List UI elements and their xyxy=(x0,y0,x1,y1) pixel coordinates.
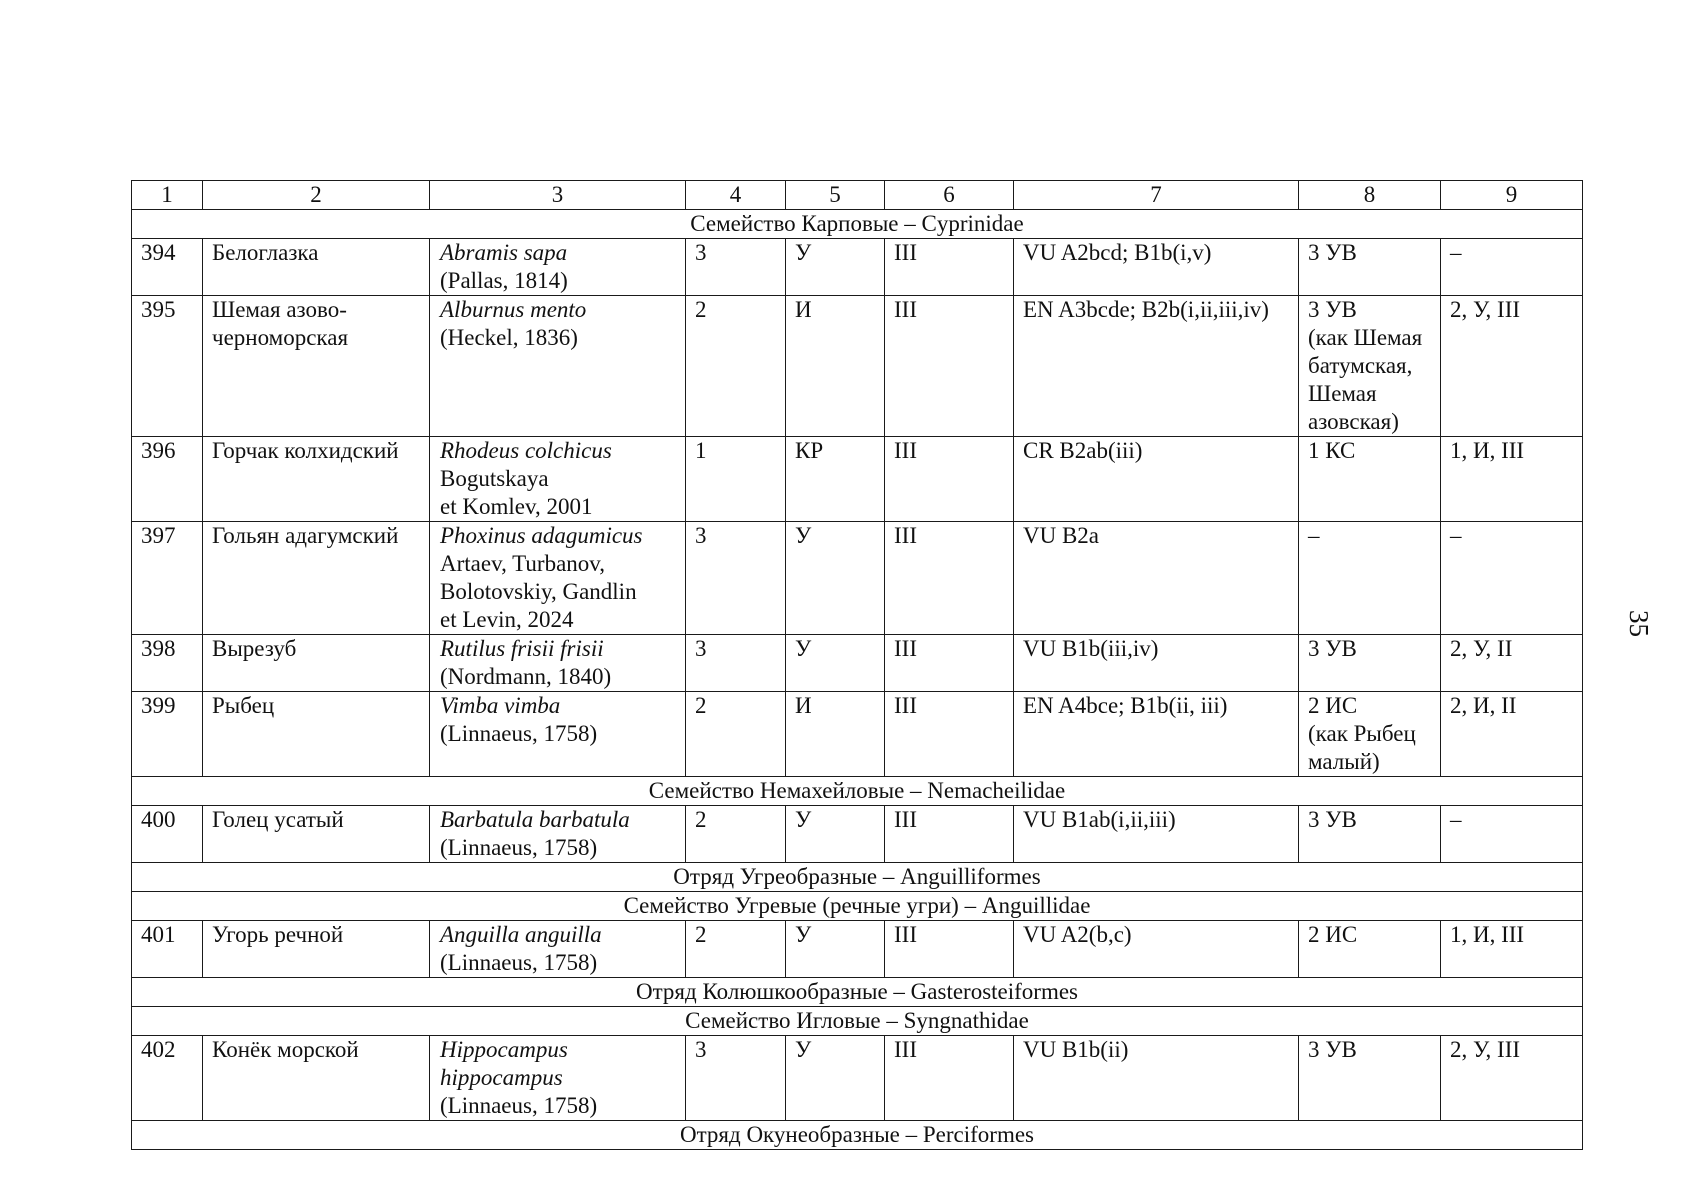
section-title: Семейство Карповые – Cyprinidae xyxy=(132,210,1583,239)
species-number: 401 xyxy=(132,921,203,978)
section-title: Семейство Игловые – Syngnathidae xyxy=(132,1007,1583,1036)
other-status: – xyxy=(1441,522,1583,635)
other-status: 1, И, III xyxy=(1441,921,1583,978)
category-value: 3 xyxy=(686,239,786,296)
scientific-name xyxy=(430,296,686,437)
author-line: Bolotovskiy, Gandlin xyxy=(440,579,637,604)
scientific-name xyxy=(430,239,686,296)
status-value: КР xyxy=(786,437,885,522)
latin-name-line: Barbatula barbatula xyxy=(440,807,630,832)
federal-status-line: (как Шемая xyxy=(1308,325,1423,350)
category-value: 3 xyxy=(686,635,786,692)
common-name-line: черноморская xyxy=(212,325,349,350)
section-header-row xyxy=(132,892,1583,921)
federal-status xyxy=(1299,921,1441,978)
section-header-row xyxy=(132,777,1583,806)
latin-name-line: Abramis sapa xyxy=(440,240,568,265)
author-line: (Nordmann, 1840) xyxy=(440,664,612,689)
federal-status-line: 3 УВ xyxy=(1308,1037,1357,1062)
latin-name-line: Vimba vimba xyxy=(440,693,561,718)
latin-name-line: Hippocampus xyxy=(440,1037,568,1062)
other-status: – xyxy=(1441,239,1583,296)
column-header: 9 xyxy=(1441,181,1583,210)
latin-name-line: hippocampus xyxy=(440,1065,563,1090)
priority-value: III xyxy=(885,239,1014,296)
status-value: У xyxy=(786,1036,885,1121)
author-line: (Linnaeus, 1758) xyxy=(440,950,598,975)
column-header: 8 xyxy=(1299,181,1441,210)
common-name xyxy=(203,239,430,296)
section-header-row xyxy=(132,863,1583,892)
section-header-row xyxy=(132,1007,1583,1036)
common-name-line: Голец усатый xyxy=(212,807,344,832)
species-row xyxy=(132,635,1583,692)
common-name xyxy=(203,806,430,863)
species-number: 396 xyxy=(132,437,203,522)
species-row xyxy=(132,437,1583,522)
category-value: 2 xyxy=(686,692,786,777)
species-number: 398 xyxy=(132,635,203,692)
common-name-line: Конёк морской xyxy=(212,1037,359,1062)
species-number: 397 xyxy=(132,522,203,635)
federal-status xyxy=(1299,635,1441,692)
federal-status-line: 3 УВ xyxy=(1308,636,1357,661)
other-status: 1, И, III xyxy=(1441,437,1583,522)
column-header: 7 xyxy=(1014,181,1299,210)
common-name-line: Угорь речной xyxy=(212,922,344,947)
species-number: 400 xyxy=(132,806,203,863)
priority-value: III xyxy=(885,1036,1014,1121)
species-row xyxy=(132,806,1583,863)
priority-value: III xyxy=(885,522,1014,635)
species-row xyxy=(132,296,1583,437)
section-title: Семейство Угревые (речные угри) – Anguillidae xyxy=(132,892,1583,921)
federal-status-line: – xyxy=(1308,523,1320,548)
species-row xyxy=(132,239,1583,296)
federal-status-line: 2 ИС xyxy=(1308,693,1358,718)
federal-status-line: 3 УВ xyxy=(1308,297,1357,322)
latin-name-line: Rutilus frisii frisii xyxy=(440,636,604,661)
iucn-criteria: VU B1b(ii) xyxy=(1014,1036,1299,1121)
latin-name-line: Rhodeus colchicus xyxy=(440,438,612,463)
scientific-name xyxy=(430,522,686,635)
iucn-criteria: VU B1ab(i,ii,iii) xyxy=(1014,806,1299,863)
common-name-line: Вырезуб xyxy=(212,636,297,661)
common-name xyxy=(203,1036,430,1121)
other-status: 2, У, III xyxy=(1441,296,1583,437)
other-status: – xyxy=(1441,806,1583,863)
author-line: (Linnaeus, 1758) xyxy=(440,835,598,860)
priority-value: III xyxy=(885,296,1014,437)
author-line: (Pallas, 1814) xyxy=(440,268,568,293)
common-name xyxy=(203,921,430,978)
author-line: et Levin, 2024 xyxy=(440,607,574,632)
federal-status-line: батумская, xyxy=(1308,353,1413,378)
priority-value: III xyxy=(885,437,1014,522)
other-status: 2, И, II xyxy=(1441,692,1583,777)
iucn-criteria: VU B1b(iii,iv) xyxy=(1014,635,1299,692)
federal-status xyxy=(1299,239,1441,296)
federal-status-line: 1 КС xyxy=(1308,438,1356,463)
column-header: 1 xyxy=(132,181,203,210)
category-value: 1 xyxy=(686,437,786,522)
priority-value: III xyxy=(885,692,1014,777)
priority-value: III xyxy=(885,635,1014,692)
latin-name-line: Phoxinus adagumicus xyxy=(440,523,643,548)
column-header: 3 xyxy=(430,181,686,210)
common-name-line: Гольян адагумский xyxy=(212,523,399,548)
status-value: И xyxy=(786,692,885,777)
author-line: (Heckel, 1836) xyxy=(440,325,578,350)
category-value: 2 xyxy=(686,921,786,978)
status-value: У xyxy=(786,921,885,978)
federal-status-line: 2 ИС xyxy=(1308,922,1358,947)
federal-status xyxy=(1299,692,1441,777)
common-name xyxy=(203,437,430,522)
table-body xyxy=(132,210,1583,1150)
status-value: И xyxy=(786,296,885,437)
latin-name-line: Alburnus mento xyxy=(440,297,587,322)
column-number-row xyxy=(132,181,1583,210)
federal-status-line: 3 УВ xyxy=(1308,807,1357,832)
species-number: 395 xyxy=(132,296,203,437)
species-row xyxy=(132,692,1583,777)
common-name-line: Рыбец xyxy=(212,693,275,718)
scientific-name xyxy=(430,921,686,978)
species-row xyxy=(132,522,1583,635)
common-name-line: Шемая азово- xyxy=(212,297,347,322)
category-value: 3 xyxy=(686,1036,786,1121)
priority-value: III xyxy=(885,806,1014,863)
scientific-name xyxy=(430,806,686,863)
status-value: У xyxy=(786,239,885,296)
scientific-name xyxy=(430,635,686,692)
federal-status-line: азовская) xyxy=(1308,409,1399,434)
other-status: 2, У, III xyxy=(1441,1036,1583,1121)
species-number: 399 xyxy=(132,692,203,777)
scientific-name xyxy=(430,1036,686,1121)
iucn-criteria: VU A2(b,c) xyxy=(1014,921,1299,978)
species-number: 402 xyxy=(132,1036,203,1121)
iucn-criteria: VU B2a xyxy=(1014,522,1299,635)
column-header: 4 xyxy=(686,181,786,210)
federal-status-line: (как Рыбец xyxy=(1308,721,1416,746)
scientific-name xyxy=(430,437,686,522)
federal-status xyxy=(1299,522,1441,635)
status-value: У xyxy=(786,635,885,692)
federal-status-line: 3 УВ xyxy=(1308,240,1357,265)
species-number: 394 xyxy=(132,239,203,296)
common-name xyxy=(203,296,430,437)
author-line: et Komlev, 2001 xyxy=(440,494,593,519)
status-value: У xyxy=(786,522,885,635)
federal-status-line: малый) xyxy=(1308,749,1380,774)
federal-status xyxy=(1299,437,1441,522)
author-line: Artaev, Turbanov, xyxy=(440,551,606,576)
iucn-criteria: CR B2ab(iii) xyxy=(1014,437,1299,522)
column-header: 6 xyxy=(885,181,1014,210)
section-title: Отряд Окунеобразные – Perciformes xyxy=(132,1121,1583,1150)
iucn-criteria: EN A3bcde; B2b(i,ii,iii,iv) xyxy=(1014,296,1299,437)
section-header-row xyxy=(132,978,1583,1007)
federal-status xyxy=(1299,1036,1441,1121)
common-name-line: Белоглазка xyxy=(212,240,319,265)
page-number: 35 xyxy=(1624,610,1654,637)
iucn-criteria: VU A2bcd; B1b(i,v) xyxy=(1014,239,1299,296)
federal-status xyxy=(1299,806,1441,863)
author-line: Bogutskaya xyxy=(440,466,549,491)
section-title: Отряд Колюшкообразные – Gasterosteiformes xyxy=(132,978,1583,1007)
common-name xyxy=(203,522,430,635)
common-name-line: Горчак колхидский xyxy=(212,438,399,463)
section-header-row xyxy=(132,1121,1583,1150)
priority-value: III xyxy=(885,921,1014,978)
other-status: 2, У, II xyxy=(1441,635,1583,692)
author-line: (Linnaeus, 1758) xyxy=(440,1093,598,1118)
category-value: 3 xyxy=(686,522,786,635)
species-table xyxy=(131,180,1583,1150)
iucn-criteria: EN A4bce; B1b(ii, iii) xyxy=(1014,692,1299,777)
section-header-row xyxy=(132,210,1583,239)
federal-status xyxy=(1299,296,1441,437)
column-header: 2 xyxy=(203,181,430,210)
section-title: Семейство Немахейловые – Nemacheilidae xyxy=(132,777,1583,806)
column-header: 5 xyxy=(786,181,885,210)
scientific-name xyxy=(430,692,686,777)
common-name xyxy=(203,692,430,777)
status-value: У xyxy=(786,806,885,863)
latin-name-line: Anguilla anguilla xyxy=(440,922,602,947)
species-row xyxy=(132,1036,1583,1121)
category-value: 2 xyxy=(686,296,786,437)
federal-status-line: Шемая xyxy=(1308,381,1377,406)
common-name xyxy=(203,635,430,692)
section-title: Отряд Угреобразные – Anguilliformes xyxy=(132,863,1583,892)
species-row xyxy=(132,921,1583,978)
category-value: 2 xyxy=(686,806,786,863)
author-line: (Linnaeus, 1758) xyxy=(440,721,598,746)
